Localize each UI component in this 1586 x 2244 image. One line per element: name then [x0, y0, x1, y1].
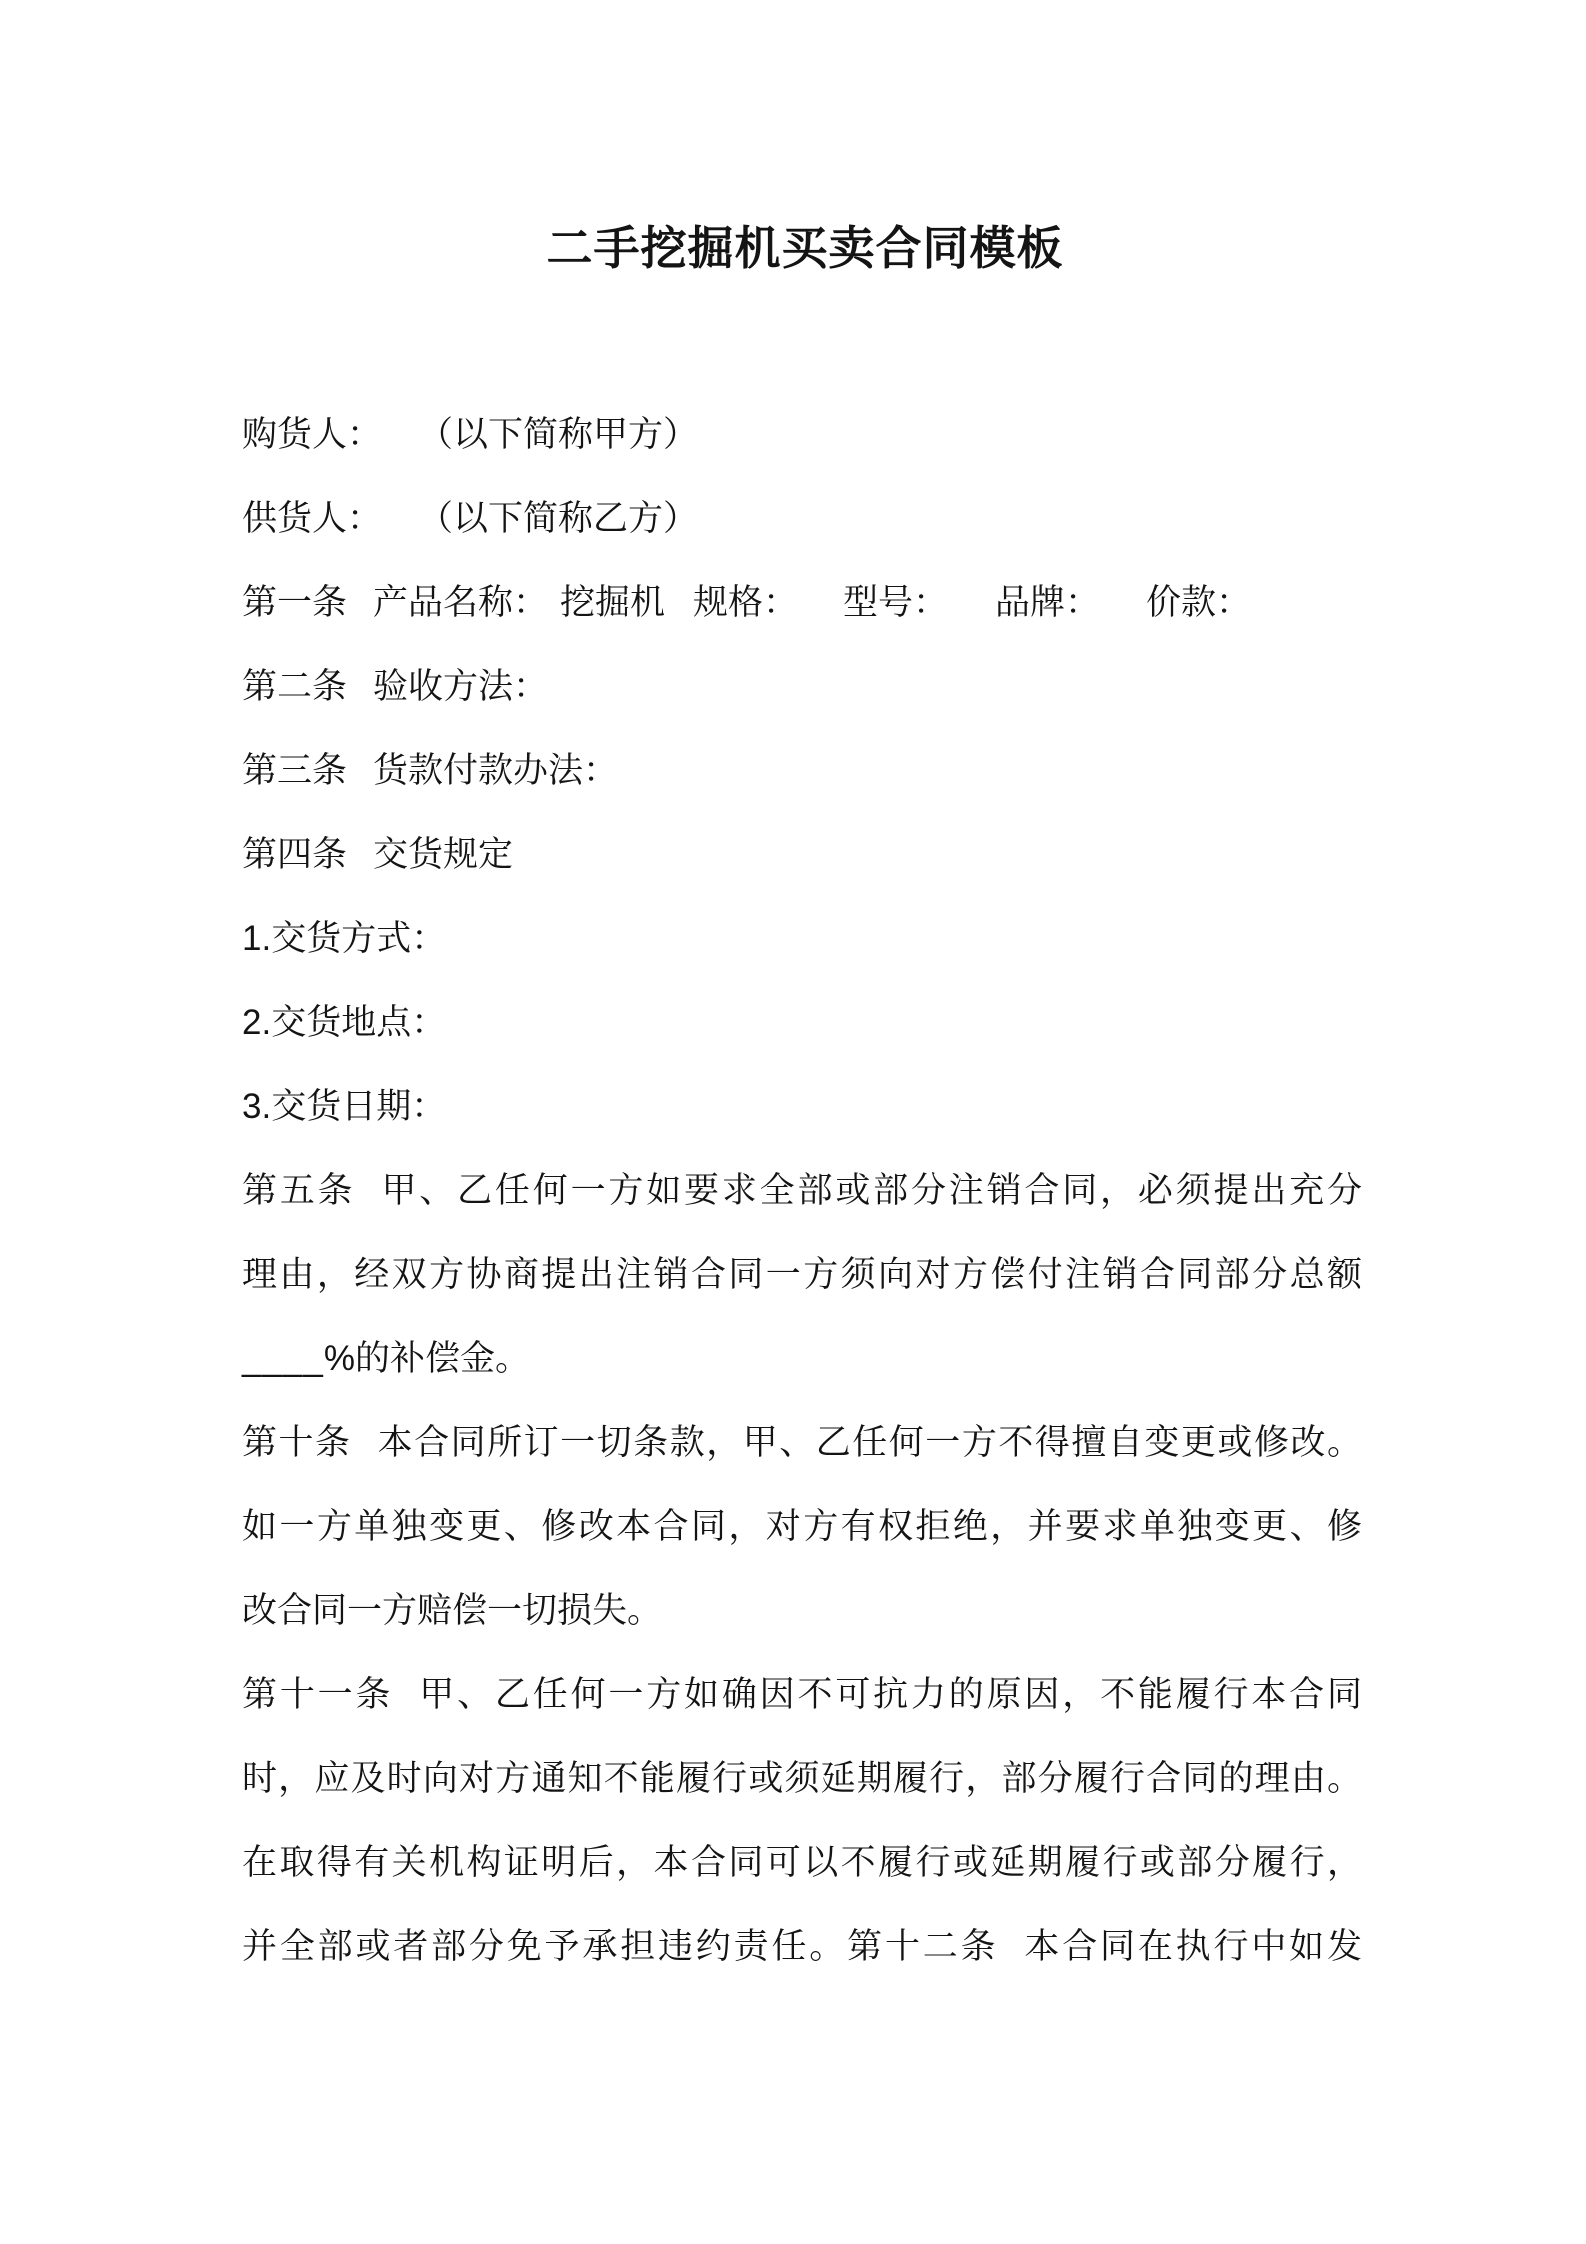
delivery-method-item: 1.交货方式： — [242, 919, 447, 958]
seller-label: 供货人： — [242, 499, 383, 538]
article-5-line-2: 理由，经双方协商提出注销合同一方须向对方偿付注销合同部分总额 — [242, 1255, 1362, 1294]
article-5-text-1: 甲、乙任何一方如要求全部或部分注销合同，必须提出充分 — [381, 1171, 1362, 1210]
article-3-text: 货款付款办法： — [373, 751, 619, 790]
article-11-text-1: 甲、乙任何一方如确因不可抗力的原因，不能履行本合同 — [419, 1675, 1362, 1714]
spec-label: 规格： — [693, 583, 799, 622]
delivery-location-item: 2.交货地点： — [242, 1003, 447, 1042]
seller-note: （以下简称乙方） — [418, 499, 699, 538]
article-1-number: 第一条 — [242, 583, 348, 622]
buyer-note: （以下简称甲方） — [418, 415, 699, 454]
document-body — [242, 393, 1362, 1989]
article-5-number: 第五条 — [242, 1171, 356, 1210]
compensation-percent-blank: ____ — [242, 1339, 324, 1378]
article-2-number: 第二条 — [242, 667, 348, 706]
article-3-number: 第三条 — [242, 751, 348, 790]
article-10-number: 第十条 — [242, 1423, 352, 1462]
buyer-line — [242, 393, 1362, 477]
price-label: 价款： — [1146, 583, 1252, 622]
article-11-number: 第十一条 — [242, 1675, 394, 1714]
article-5-tail: %的补偿金。 — [323, 1339, 530, 1378]
seller-line — [242, 477, 1362, 561]
article-4-number: 第四条 — [242, 835, 348, 874]
article-10-line-3: 改合同一方赔偿一切损失。 — [242, 1591, 663, 1630]
article-10-line-2: 如一方单独变更、修改本合同，对方有权拒绝，并要求单独变更、修 — [242, 1507, 1362, 1546]
article-10-text-1: 本合同所订一切条款，甲、乙任何一方不得擅自变更或修改。 — [377, 1423, 1362, 1462]
article-3-line — [242, 729, 1362, 813]
document-title: 二手挖掘机买卖合同模板 — [546, 222, 1064, 274]
article-5-line-3 — [242, 1317, 1362, 1401]
brand-label: 品牌： — [995, 583, 1101, 622]
article-11-line-3: 在取得有关机构证明后，本合同可以不履行或延期履行或部分履行， — [242, 1843, 1362, 1882]
article-11-line-2: 时，应及时向对方通知不能履行或须延期履行，部分履行合同的理由。 — [242, 1759, 1362, 1798]
product-name-label: 产品名称： — [373, 583, 549, 622]
article-2-text: 验收方法： — [373, 667, 549, 706]
article-12-text-1: 本合同在执行中如发 — [1024, 1927, 1362, 1966]
product-name-value: 挖掘机 — [560, 583, 666, 622]
delivery-date-item: 3.交货日期： — [242, 1087, 447, 1126]
article-1-line — [242, 561, 1362, 645]
article-11-line-1 — [242, 1653, 1362, 1737]
article-5-line-1 — [242, 1149, 1362, 1233]
article-11-line-4 — [242, 1905, 1362, 1989]
model-label: 型号： — [843, 583, 949, 622]
article-12-number: 第十二条 — [847, 1927, 999, 1966]
article-10-line-1 — [242, 1401, 1362, 1485]
article-11-text-4: 并全部或者部分免予承担违约责任。 — [242, 1927, 848, 1966]
article-2-line — [242, 645, 1362, 729]
buyer-label: 购货人： — [242, 415, 383, 454]
article-4-text: 交货规定 — [373, 835, 514, 874]
article-4-line — [242, 813, 1362, 897]
